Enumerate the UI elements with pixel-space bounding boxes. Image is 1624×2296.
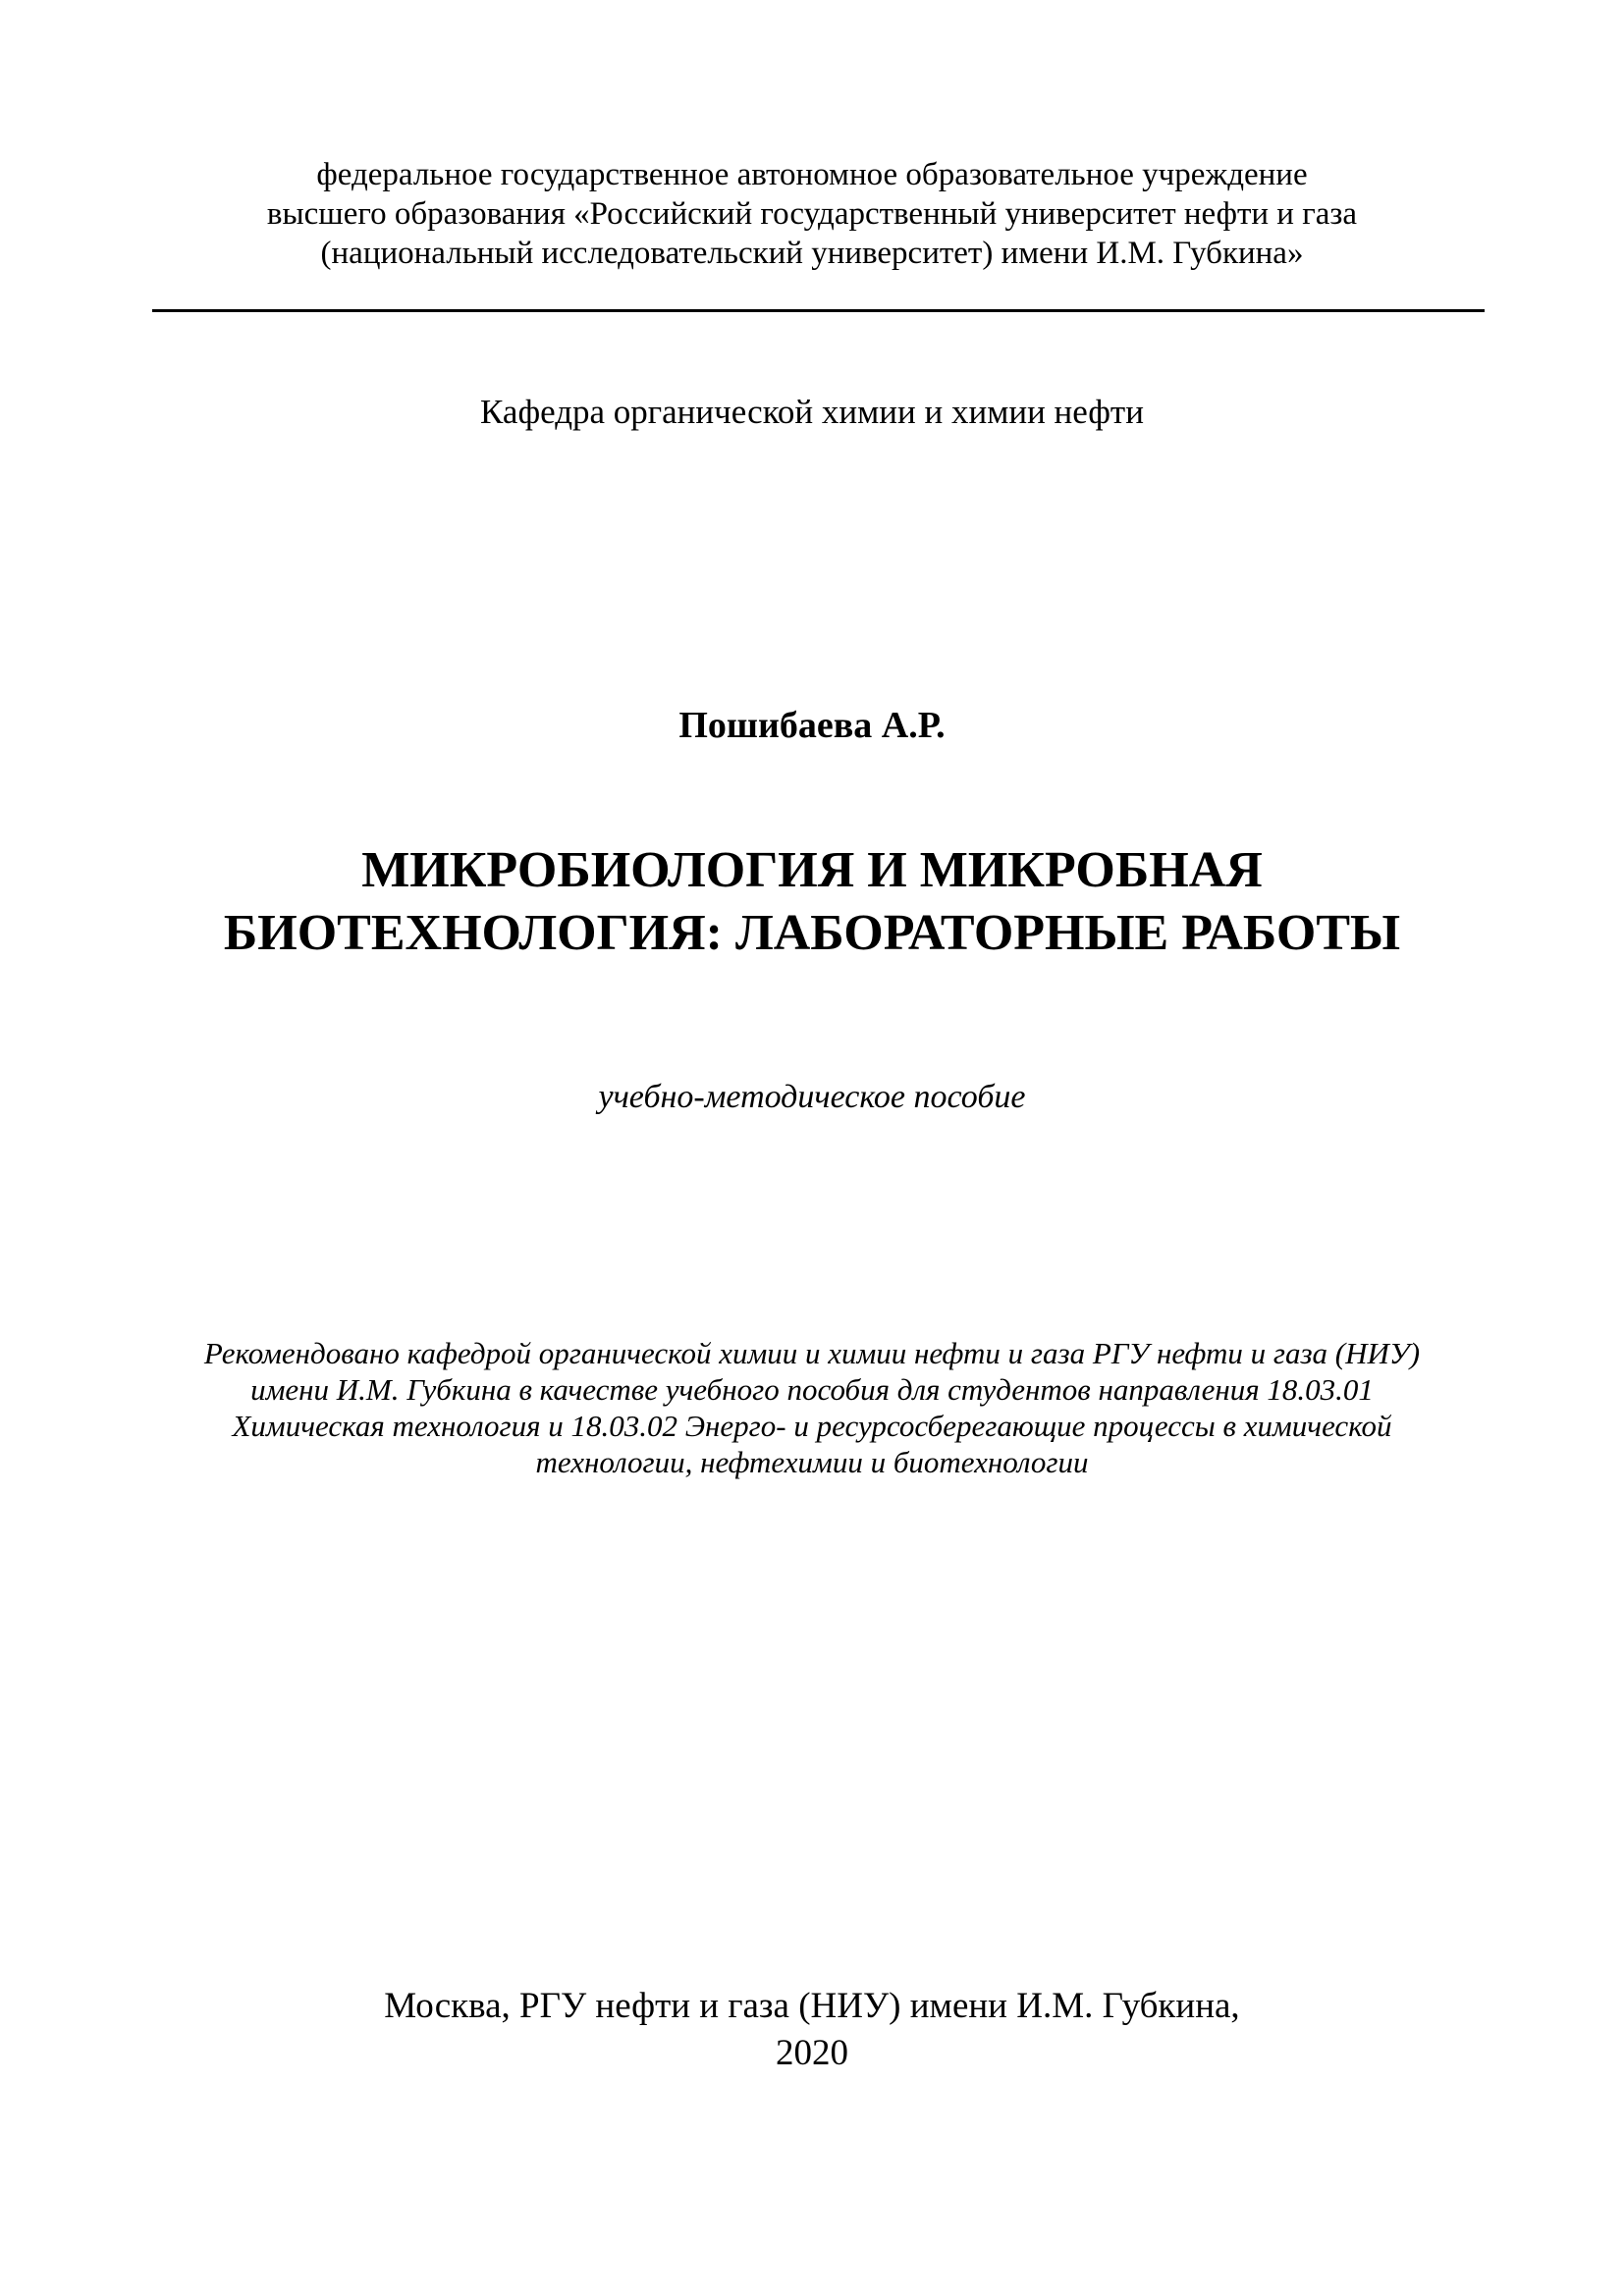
imprint-year: 2020 — [776, 2033, 848, 2073]
document-title — [0, 839, 1624, 965]
recommendation-line: Рекомендовано кафедрой органической химии и химии нефти и газа РГУ нефти и газа (НИУ) — [203, 1336, 1421, 1370]
recommendation-line: технологии, нефтехимии и биотехнологии — [535, 1445, 1089, 1479]
header-divider — [152, 309, 1485, 312]
institution-line: высшего образования «Российский государственный университет нефти и газа — [266, 196, 1358, 232]
author-name: Пошибаева А.Р. — [678, 705, 946, 746]
institution-header — [0, 155, 1624, 273]
institution-line: федеральное государственное автономное образовательное учреждение — [316, 157, 1308, 192]
title-line: БИОТЕХНОЛОГИЯ: ЛАБОРАТОРНЫЕ РАБОТЫ — [223, 905, 1401, 961]
document-type: учебно-методическое пособие — [598, 1079, 1026, 1115]
recommendation-line: Химическая технология и 18.03.02 Энерго- и ресурсосберегающие процессы в химической — [232, 1409, 1392, 1443]
department-name: Кафедра органической химии и химии нефти — [480, 393, 1144, 431]
recommendation-line: имени И.М. Губкина в качестве учебного пособия для студентов направления 18.03.01 — [250, 1372, 1374, 1407]
title-line: МИКРОБИОЛОГИЯ И МИКРОБНАЯ — [361, 842, 1263, 898]
publication-imprint — [0, 1983, 1624, 2077]
institution-line: (национальный исследовательский университет) имени И.М. Губкина» — [320, 236, 1304, 271]
recommendation-note — [0, 1335, 1624, 1480]
imprint-place-publisher: Москва, РГУ нефти и газа (НИУ) имени И.М. Губкина, — [384, 1986, 1240, 2026]
